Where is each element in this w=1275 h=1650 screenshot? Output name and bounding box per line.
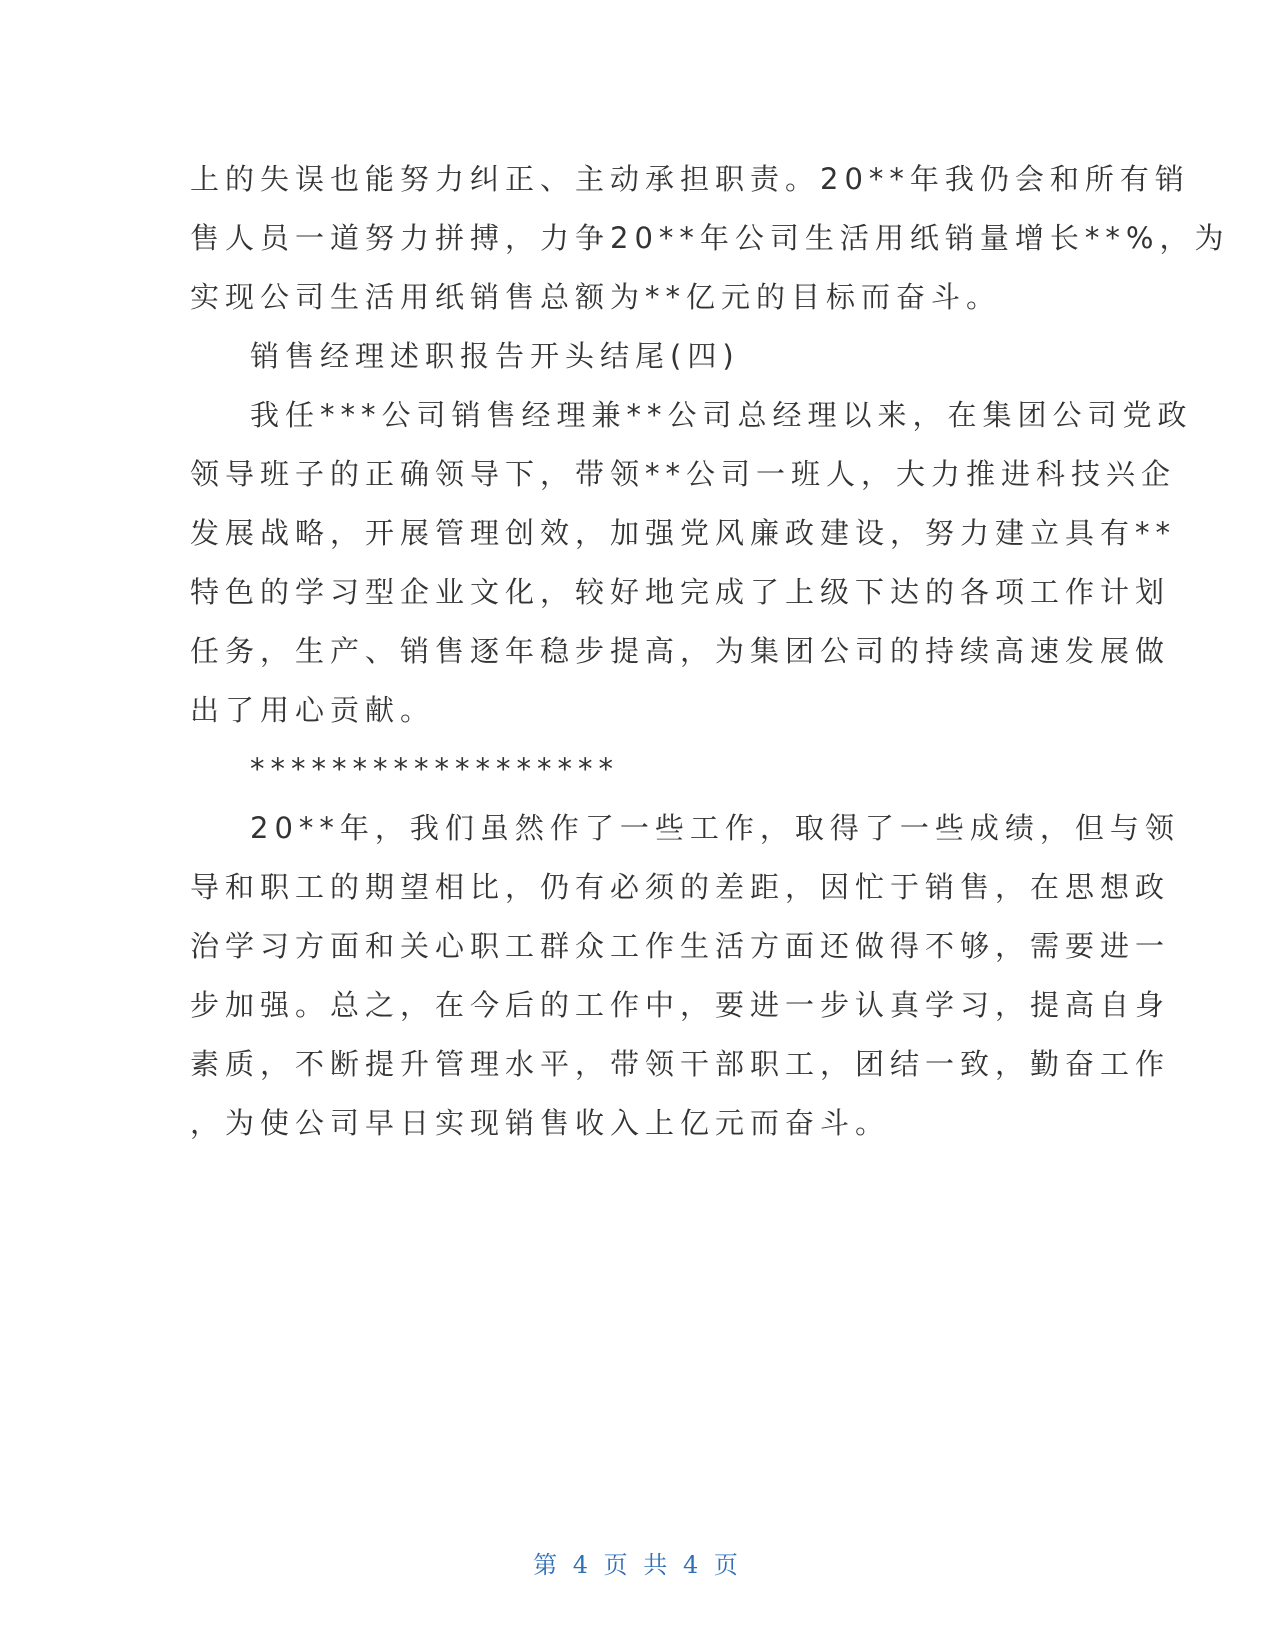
paragraph-line: 售人员一道努力拼搏，力争20**年公司生活用纸销量增长**%，为 <box>190 221 1230 255</box>
paragraph-line: 出了用心贡献。 <box>190 693 436 727</box>
section-heading: 销售经理述职报告开头结尾(四) <box>250 339 740 373</box>
paragraph-line: 发展战略，开展管理创效，加强党风廉政建设，努力建立具有** <box>190 516 1177 550</box>
paragraph-line: 步加强。总之，在今后的工作中，要进一步认真学习，提高自身 <box>190 988 1171 1022</box>
paragraph-line: 特色的学习型企业文化，较好地完成了上级下达的各项工作计划 <box>190 575 1171 609</box>
page-number-footer: 第 4 页 共 4 页 <box>533 1551 742 1579</box>
paragraph-line: 上的失误也能努力纠正、主动承担职责。20**年我仍会和所有销 <box>190 162 1190 196</box>
paragraph-line: 我任***公司销售经理兼**公司总经理以来，在集团公司党政 <box>250 398 1193 432</box>
paragraph-line: 实现公司生活用纸销售总额为**亿元的目标而奋斗。 <box>190 280 1002 314</box>
paragraph-line: 领导班子的正确领导下，带领**公司一班人，大力推进科技兴企 <box>190 457 1177 491</box>
separator-asterisks: ****************** <box>250 752 619 786</box>
paragraph-line: 20**年，我们虽然作了一些工作，取得了一些成绩，但与领 <box>250 811 1180 845</box>
paragraph-line: 任务，生产、销售逐年稳步提高，为集团公司的持续高速发展做 <box>190 634 1171 668</box>
paragraph-line: ，为使公司早日实现销售收入上亿元而奋斗。 <box>190 1106 891 1140</box>
paragraph-line: 治学习方面和关心职工群众工作生活方面还做得不够，需要进一 <box>190 929 1171 963</box>
document-body <box>190 150 1230 1153</box>
paragraph-line: 导和职工的期望相比，仍有必须的差距，因忙于销售，在思想政 <box>190 870 1171 904</box>
paragraph-line: 素质，不断提升管理水平，带领干部职工，团结一致，勤奋工作 <box>190 1047 1171 1081</box>
